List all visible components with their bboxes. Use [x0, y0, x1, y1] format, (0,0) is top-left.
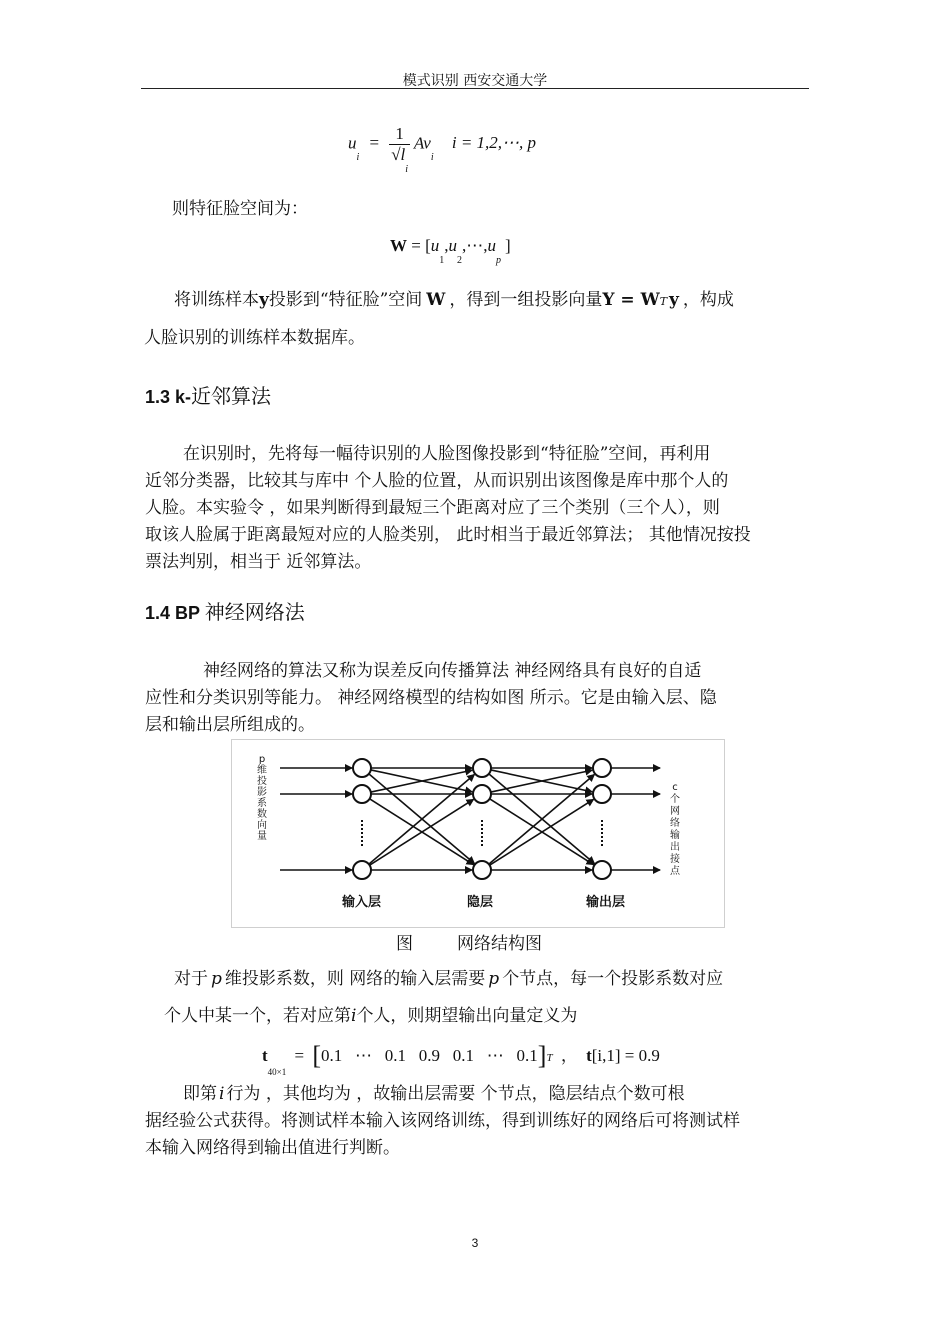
- ellipsis-dot: [601, 824, 603, 826]
- eq2-u1: u: [430, 236, 440, 255]
- eq3-sep: ，: [560, 1046, 578, 1065]
- section-1-4-title: 神经网络法: [204, 600, 305, 624]
- ellipsis-dot: [481, 820, 483, 822]
- figure-left-label: [254, 754, 270, 842]
- p2-y: y: [259, 290, 269, 310]
- left_label-char: 投: [257, 776, 267, 787]
- ellipsis-dot: [481, 828, 483, 830]
- ellipsis-dot: [361, 824, 363, 826]
- output-node: [593, 759, 611, 777]
- left_label-char: 影: [257, 787, 267, 798]
- p2-line2: 人脸识别的训练样本数据库。: [144, 328, 365, 348]
- network-figure: [231, 739, 725, 928]
- sqrt-symbol-icon: √: [391, 145, 401, 164]
- layer-label-hidden: 隐层: [467, 895, 494, 910]
- p3-line5: 票法判别，相当于 近邻算法。: [145, 552, 372, 572]
- eq2-sp: p: [496, 255, 501, 266]
- eq3-eq: =: [294, 1046, 305, 1065]
- section-heading-1-3: [145, 380, 271, 409]
- left_label-char: 向: [257, 820, 267, 831]
- ellipsis-dot: [601, 828, 603, 830]
- ellipsis-dot: [601, 836, 603, 838]
- p5-p2: p: [488, 969, 500, 989]
- p3-line4: 取该人脸属于距离最短对应的人脸类别， 此时相当于最近邻算法； 其他情况按投: [145, 525, 751, 545]
- ellipsis-dot: [481, 836, 483, 838]
- p5-a: 对于: [174, 969, 208, 989]
- ellipsis-dot: [481, 844, 483, 846]
- paragraph-projection: [144, 287, 814, 352]
- page-number: 3: [471, 1236, 479, 1250]
- input-node: [353, 759, 371, 777]
- p6-i: i: [219, 1084, 225, 1104]
- eq1-den-sub: i: [405, 164, 409, 175]
- p5-i: i: [351, 1006, 357, 1026]
- eq1-numerator: 1: [389, 124, 410, 145]
- section-1-3-number: 1.3 k-: [145, 387, 192, 407]
- page-header: 模式识别 西安交通大学: [402, 73, 548, 89]
- eq2-eq: = [: [411, 236, 431, 255]
- p2-Y: Y = W: [602, 290, 660, 310]
- caption-text: 网络结构图: [457, 934, 542, 954]
- ellipsis-dot: [481, 840, 483, 842]
- layer-label-output: 输出层: [586, 895, 626, 910]
- section-1-3-title: 近邻算法: [191, 384, 272, 408]
- eq2-u2: u: [448, 236, 457, 255]
- p6-b: 行为 ，其他均为 ，故输出层需要 个节点，隐层结点个数可根: [226, 1084, 685, 1104]
- section-1-4-number: 1.4 BP: [145, 603, 200, 623]
- right-bracket-icon: ]: [537, 1041, 547, 1070]
- p3-line2: 近邻分类器，比较其与库中 个人脸的位置，从而识别出该图像是库中那个人的: [145, 471, 729, 491]
- ellipsis-dot: [481, 832, 483, 834]
- ellipsis-dot: [601, 820, 603, 822]
- figure-caption: [396, 931, 542, 958]
- eq1-rhs-sub: i: [430, 152, 434, 164]
- eq1-rhs: Av: [413, 133, 431, 153]
- eq2-dots: ,⋯,: [462, 236, 488, 255]
- left_label-char: p: [258, 754, 266, 765]
- right_label-char: 点: [670, 866, 680, 877]
- eq3-T: T: [546, 1052, 553, 1064]
- layer-label-input: 输入层: [342, 895, 382, 910]
- right_label-char: 网: [670, 806, 680, 817]
- paragraph-output-nodes: [145, 1081, 815, 1162]
- caption-fig-label: 图: [396, 934, 413, 954]
- eq2-close: ]: [505, 236, 511, 255]
- hidden-node: [473, 759, 491, 777]
- p2-text-d: ，构成: [682, 290, 734, 310]
- eq3-t2: t: [586, 1046, 592, 1065]
- eq3-index: [i,1] = 0.9: [591, 1046, 660, 1065]
- right_label-char: 络: [670, 818, 680, 829]
- eq2-up: u: [487, 236, 496, 255]
- figure-right-label: [667, 782, 683, 878]
- p6-a: 即第: [183, 1084, 217, 1104]
- output-node: [593, 785, 611, 803]
- left-bracket-icon: [: [312, 1041, 322, 1070]
- eq2-s2: 2: [457, 255, 462, 266]
- p2-text-b: 投影到“特征脸”空间: [268, 290, 423, 310]
- ellipsis-dot: [601, 844, 603, 846]
- ellipsis-dot: [361, 836, 363, 838]
- ellipsis-dot: [361, 840, 363, 842]
- p3-line1: 在识别时，先将每一幅待识别的人脸图像投影到“特征脸”空间，再利用: [183, 444, 711, 464]
- section-heading-1-4: [145, 596, 305, 625]
- eq1-denominator: l: [400, 145, 406, 164]
- eq3-vector: 0.1 ⋯ 0.1 0.9 0.1 ⋯ 0.1: [321, 1046, 538, 1065]
- p5-l2a: 个人中某一个，若对应第: [164, 1006, 351, 1026]
- p5-c: 个节点，每一个投影系数对应: [502, 969, 724, 989]
- p4-line1: 神经网络的算法又称为误差反向传播算法 神经网络具有良好的自适: [203, 661, 702, 681]
- p6-line3: 本输入网络得到输出值进行判断。: [145, 1138, 400, 1158]
- equation-eigenface-u: [348, 124, 537, 175]
- p2-W: W: [426, 290, 446, 310]
- paragraph-eigenface-space: 则特征脸空间为：: [172, 199, 308, 219]
- paragraph-bp-intro: [145, 658, 815, 739]
- p4-line3: 层和输出层所组成的。: [145, 715, 315, 735]
- paragraph-input-nodes: [160, 966, 820, 1030]
- p2-text-a: 将训练样本: [174, 290, 259, 310]
- left_label-char: 数: [257, 809, 267, 820]
- right_label-char: c: [672, 782, 678, 793]
- p2-T: T: [659, 295, 668, 308]
- eq2-W: W: [390, 236, 407, 255]
- left_label-char: 维: [257, 765, 267, 776]
- p5-l2b: 个人，则期望输出向量定义为: [356, 1006, 578, 1026]
- right_label-char: 出: [670, 842, 680, 853]
- p6-line2: 据经验公式获得。将测试样本输入该网络训练，得到训练好的网络后可将测试样: [145, 1111, 740, 1131]
- right_label-char: 个: [670, 794, 680, 805]
- right_label-char: 接: [670, 854, 680, 865]
- hidden-node: [473, 785, 491, 803]
- input-node: [353, 861, 371, 879]
- output-node: [593, 861, 611, 879]
- equation-W: $W = [u_1,u_2,\cdots,u_p]$: [390, 236, 511, 266]
- eq1-equals: =: [369, 133, 380, 153]
- ellipsis-dot: [481, 824, 483, 826]
- eq1-range: i = 1,2,⋯, p: [451, 133, 537, 153]
- p2-text-c: ，得到一组投影向量: [449, 290, 603, 310]
- p4-line2: 应性和分类识别等能力。 神经网络模型的结构如图 所示。它是由输入层、隐: [145, 688, 717, 708]
- eq2-s1: 1: [439, 255, 445, 266]
- p5-p: p: [211, 969, 222, 989]
- right_label-char: 输: [670, 830, 680, 841]
- ellipsis-dot: [601, 840, 603, 842]
- ellipsis-dot: [361, 820, 363, 822]
- eq3-t: t: [262, 1046, 268, 1065]
- p3-line3: 人脸。本实验令 ，如果判断得到最短三个距离对应了三个类别（三个人），则: [145, 498, 720, 518]
- ellipsis-dot: [361, 844, 363, 846]
- p2-y2: y: [669, 290, 679, 310]
- hidden-node: [473, 861, 491, 879]
- left_label-char: 量: [257, 831, 267, 842]
- eq1-lhs-sub: i: [356, 152, 360, 164]
- paragraph-knn: [145, 441, 815, 576]
- header-rule: [141, 88, 809, 89]
- ellipsis-dot: [601, 832, 603, 834]
- ellipsis-dot: [361, 828, 363, 830]
- eq3-sub: 40×1: [267, 1067, 287, 1077]
- eq1-lhs: u: [348, 133, 357, 153]
- left_label-char: 系: [257, 798, 267, 809]
- ellipsis-dot: [361, 832, 363, 834]
- eq1-fraction: [389, 124, 410, 175]
- input-node: [353, 785, 371, 803]
- p5-b: 维投影系数，则 网络的输入层需要: [224, 969, 486, 989]
